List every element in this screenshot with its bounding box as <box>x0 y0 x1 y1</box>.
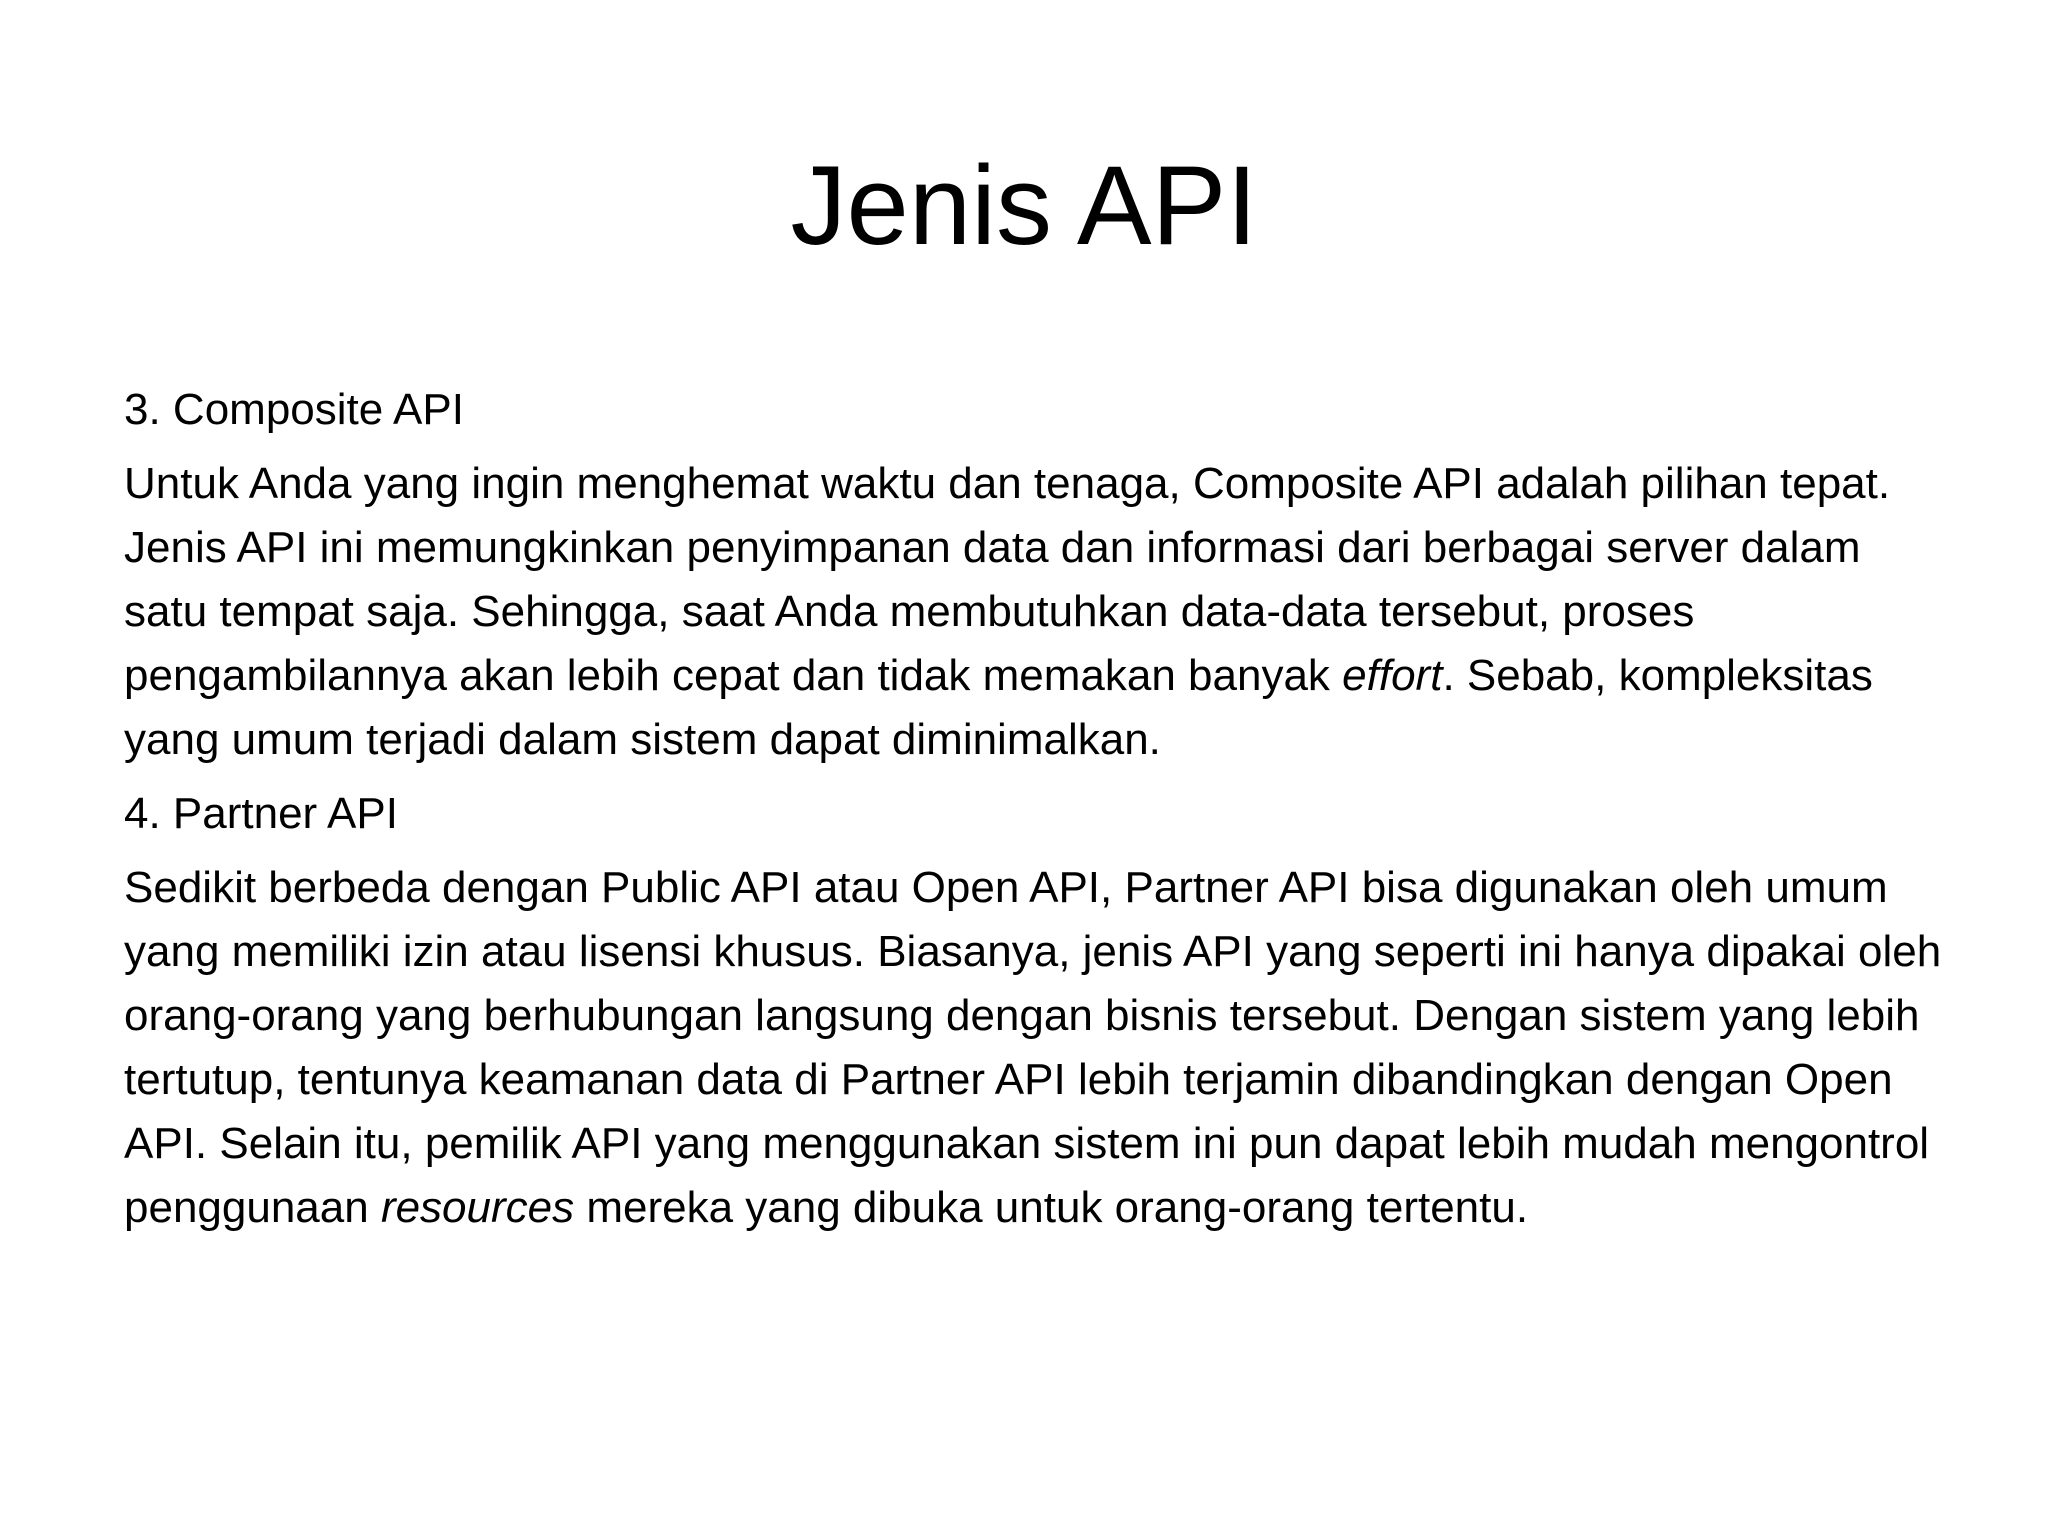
body-text: . Sebab, kompleksitas yang umum terjadi dalam sistem dapat diminimalkan. <box>124 651 1873 764</box>
body-text: Untuk Anda yang ingin menghemat waktu dan tenaga, Composite API adalah pilihan tepat. Jenis API ini memungkinkan penyimpanan data dan informasi dari berbagai server dalam satu tempat saja. Sehingga, saat Anda membutuhkan data-data tersebut, proses pengambilannya akan lebih cepat dan tidak memakan banyak <box>124 459 1891 700</box>
section-heading-partner-api: 4. Partner API <box>124 789 398 838</box>
emphasis-text: effort <box>1342 651 1443 700</box>
slide-content <box>124 378 1954 1250</box>
section-body-partner-api <box>124 856 1954 1240</box>
slide-title: Jenis API <box>790 143 1258 268</box>
body-text: mereka yang dibuka untuk orang-orang tertentu. <box>574 1183 1529 1232</box>
body-text: Sedikit berbeda dengan Public API atau Open API, Partner API bisa digunakan oleh umum yang memiliki izin atau lisensi khusus. Biasanya, jenis API yang seperti ini hanya dipakai oleh orang-orang yang berhubungan langsung dengan bisnis tersebut. Dengan sistem yang lebih tertutup, tentunya keamanan data di Partner API lebih terjamin dibandingkan dengan Open API. Selain itu, pemilik API yang menggunakan sistem ini pun dapat lebih mudah mengontrol penggunaan <box>124 863 1942 1232</box>
emphasis-text: resources <box>380 1183 575 1232</box>
section-heading-composite-api: 3. Composite API <box>124 385 464 434</box>
section-body-composite-api <box>124 452 1954 772</box>
